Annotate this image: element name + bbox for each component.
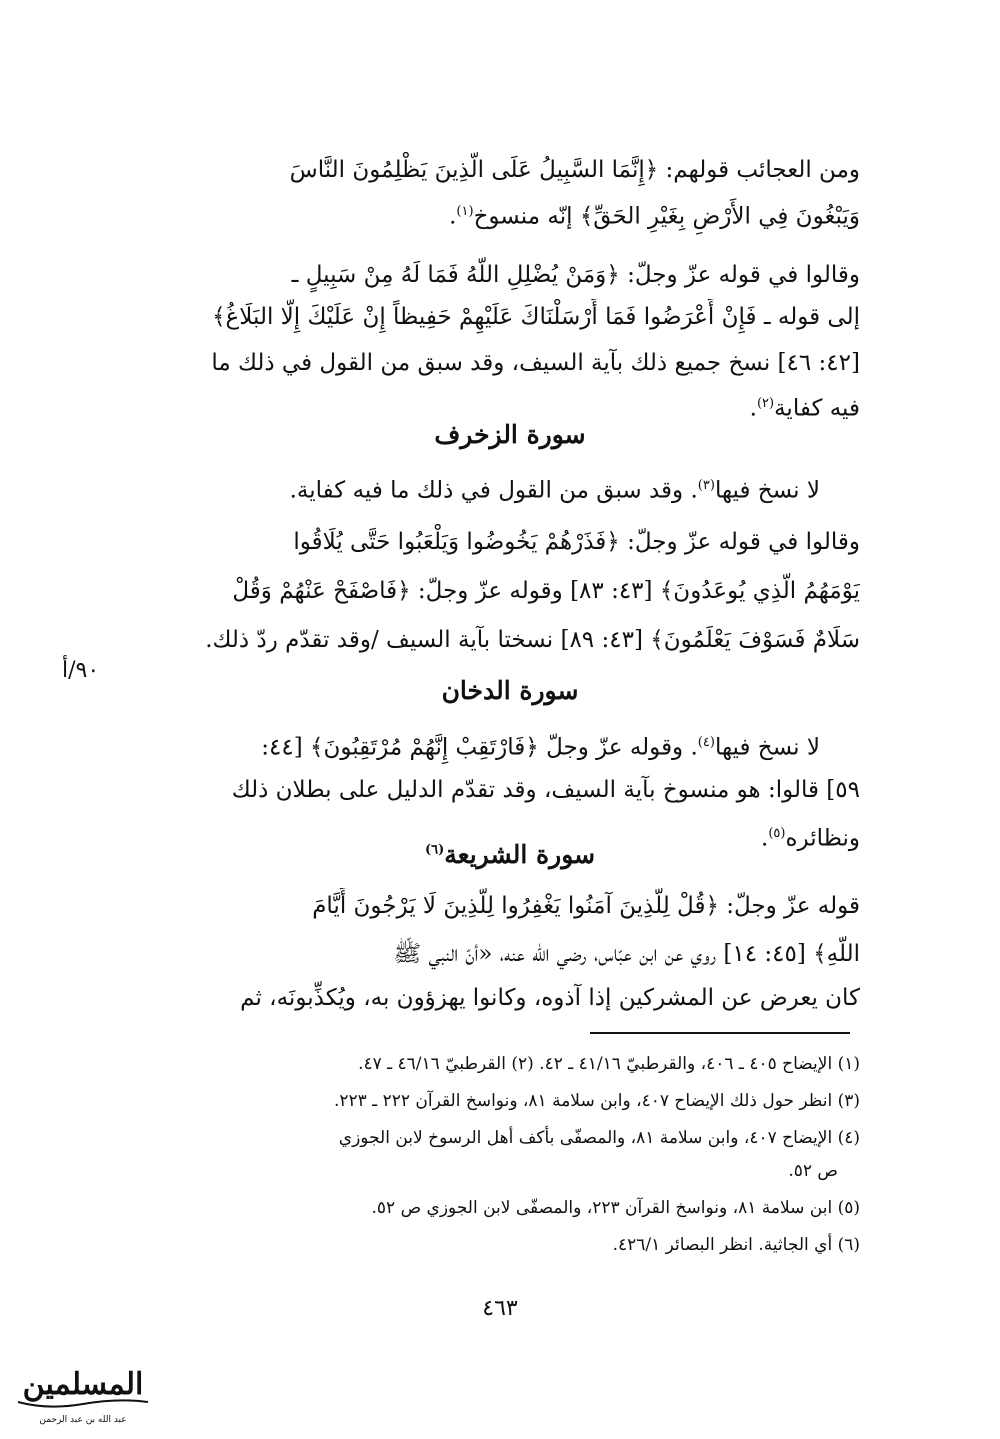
zukhruf-line-1 [160,468,860,509]
footnote-5: (٥) ابن سلامة ٨١، ونواسخ القرآن ٢٢٣، والمصفّى لابن الجوزي ص ٥٢. [371,1198,860,1218]
footnote-ref-1: (١) [456,204,474,219]
footnote-1-2: (١) الإيضاح ٤٠٥ ـ ٤٠٦، والقرطبيّ ٤١/١٦ ـ ٤٢. (٢) القرطبيّ ٤٦/١٦ ـ ٤٧. [358,1054,860,1074]
paragraph-2-line-1: وقالوا في قوله عزّ وجلّ: ﴿وَمَنْ يُضْلِلِ اللَّهُ فَمَا لَهُ مِنْ سَبِيلٍ ـ [291,262,860,288]
footnote-separator [590,1032,850,1034]
dukhan-text-3-tail: . [761,825,769,852]
dukhan-line-1 [160,725,860,766]
paragraph-1-text: وَيَبْغُونَ فِي الأَرْضِ بِغَيْرِ الحَقِّ﴾ إنّه منسوخ [473,203,860,230]
zukhruf-line-4: سَلَامٌ فَسَوْفَ يَعْلَمُونَ﴾ [٤٣: ٨٩] نسختا بآية السيف /وقد تقدّم ردّ ذلك. [205,627,860,653]
paragraph-1-tail: . [449,203,457,230]
shariah-title: سورة الشريعة [444,840,596,869]
paragraph-1-line-2 [160,194,860,235]
zukhruf-line-2: وقالوا في قوله عزّ وجلّ: ﴿فَذَرْهُمْ يَخُوضُوا وَيَلْعَبُوا حَتَّى يُلَاقُوا [293,529,860,555]
footnote-4-continued-text: ص ٥٢. [788,1161,838,1181]
footnote-ref-6: (٦) [424,842,445,858]
footnote-ref-5: (٥) [768,826,786,841]
logo-calligraphy: المسلمين [22,1367,144,1402]
section-heading-shariah [160,840,860,869]
paragraph-2-line-3: [٤٢: ٤٦] نسخ جميع ذلك بآية السيف، وقد سبق من القول في ذلك ما [211,350,860,376]
paragraph-2-text: فيه كفاية [774,395,860,422]
section-heading-dukhan: سورة الدخان [441,676,579,705]
dukhan-text-3: ونظائره [785,825,860,852]
paragraph-2-line-2: إلى قوله ـ فَإِنْ أَعْرَضُوا فَمَا أَرْسَلْنَاكَ عَلَيْهِمْ حَفِيظاً إِنْ عَلَيْكَ إِلَّا البَلَاغُ﴾ [212,304,860,330]
dukhan-text-1-tail: . وقوله عزّ وجلّ ﴿فَارْتَقِبْ إِنَّهُمْ مُرْتَقِبُونَ﴾ [٤٤: [261,734,698,761]
footnote-4-continued [160,1157,860,1185]
footnote-4: (٤) الإيضاح ٤٠٧، وابن سلامة ٨١، والمصفّى بأكف أهل الرسوخ لابن الجوزي [338,1128,860,1148]
paragraph-2-tail: . [749,395,757,422]
page-number: ٤٦٣ [482,1296,518,1321]
footnote-ref-2: (٢) [756,396,775,411]
dukhan-line-2: ٥٩] قالوا: هو منسوخ بآية السيف، وقد تقدّم الدليل على بطلان ذلك [231,777,860,803]
dukhan-text-1: لا نسخ فيها [714,734,820,761]
library-logo [8,1352,158,1432]
shariah-line-2: اللَّهِ﴾ [٤٥: ١٤] روي عن ابن عبّاس، رضي الله عنه، «أنّ النبي ﷺ [393,941,860,967]
shariah-line-3: كان يعرض عن المشركين إذا آذوه، وكانوا يهزؤون به، ويُكذِّبونَه، ثم [240,985,860,1011]
footnote-3: (٣) انظر حول ذلك الإيضاح ٤٠٧، وابن سلامة ٨١، ونواسخ القرآن ٢٢٢ ـ ٢٢٣. [333,1091,860,1111]
footnote-ref-4: (٤) [697,735,715,750]
margin-folio-note: ٩٠/أ [62,658,100,683]
footnote-6: (٦) أي الجاثية. انظر البصائر ٤٢٦/١. [612,1235,860,1255]
paragraph-1-line-1: ومن العجائب قولهم: ﴿إِنَّمَا السَّبِيلُ عَلَى الَّذِينَ يَظْلِمُونَ النَّاسَ [289,157,860,183]
zukhruf-line-3: يَوْمَهُمُ الَّذِي يُوعَدُونَ﴾ [٤٣: ٨٣] وقوله عزّ وجلّ: ﴿فَاصْفَحْ عَنْهُمْ وَقُلْ [232,578,860,604]
footnote-ref-3: (٣) [697,478,715,493]
zukhruf-text-1-tail: . وقد سبق من القول في ذلك ما فيه كفاية. [289,477,698,504]
section-heading-zukhruf: سورة الزخرف [434,420,586,449]
logo-subtext: عبد الله بن عبد الرحمن [39,1415,127,1425]
shariah-line-1: قوله عزّ وجلّ: ﴿قُلْ لِلَّذِينَ آمَنُوا يَغْفِرُوا لِلَّذِينَ لَا يَرْجُونَ أَيَّامَ [312,893,860,919]
zukhruf-text-1: لا نسخ فيها [714,477,820,504]
